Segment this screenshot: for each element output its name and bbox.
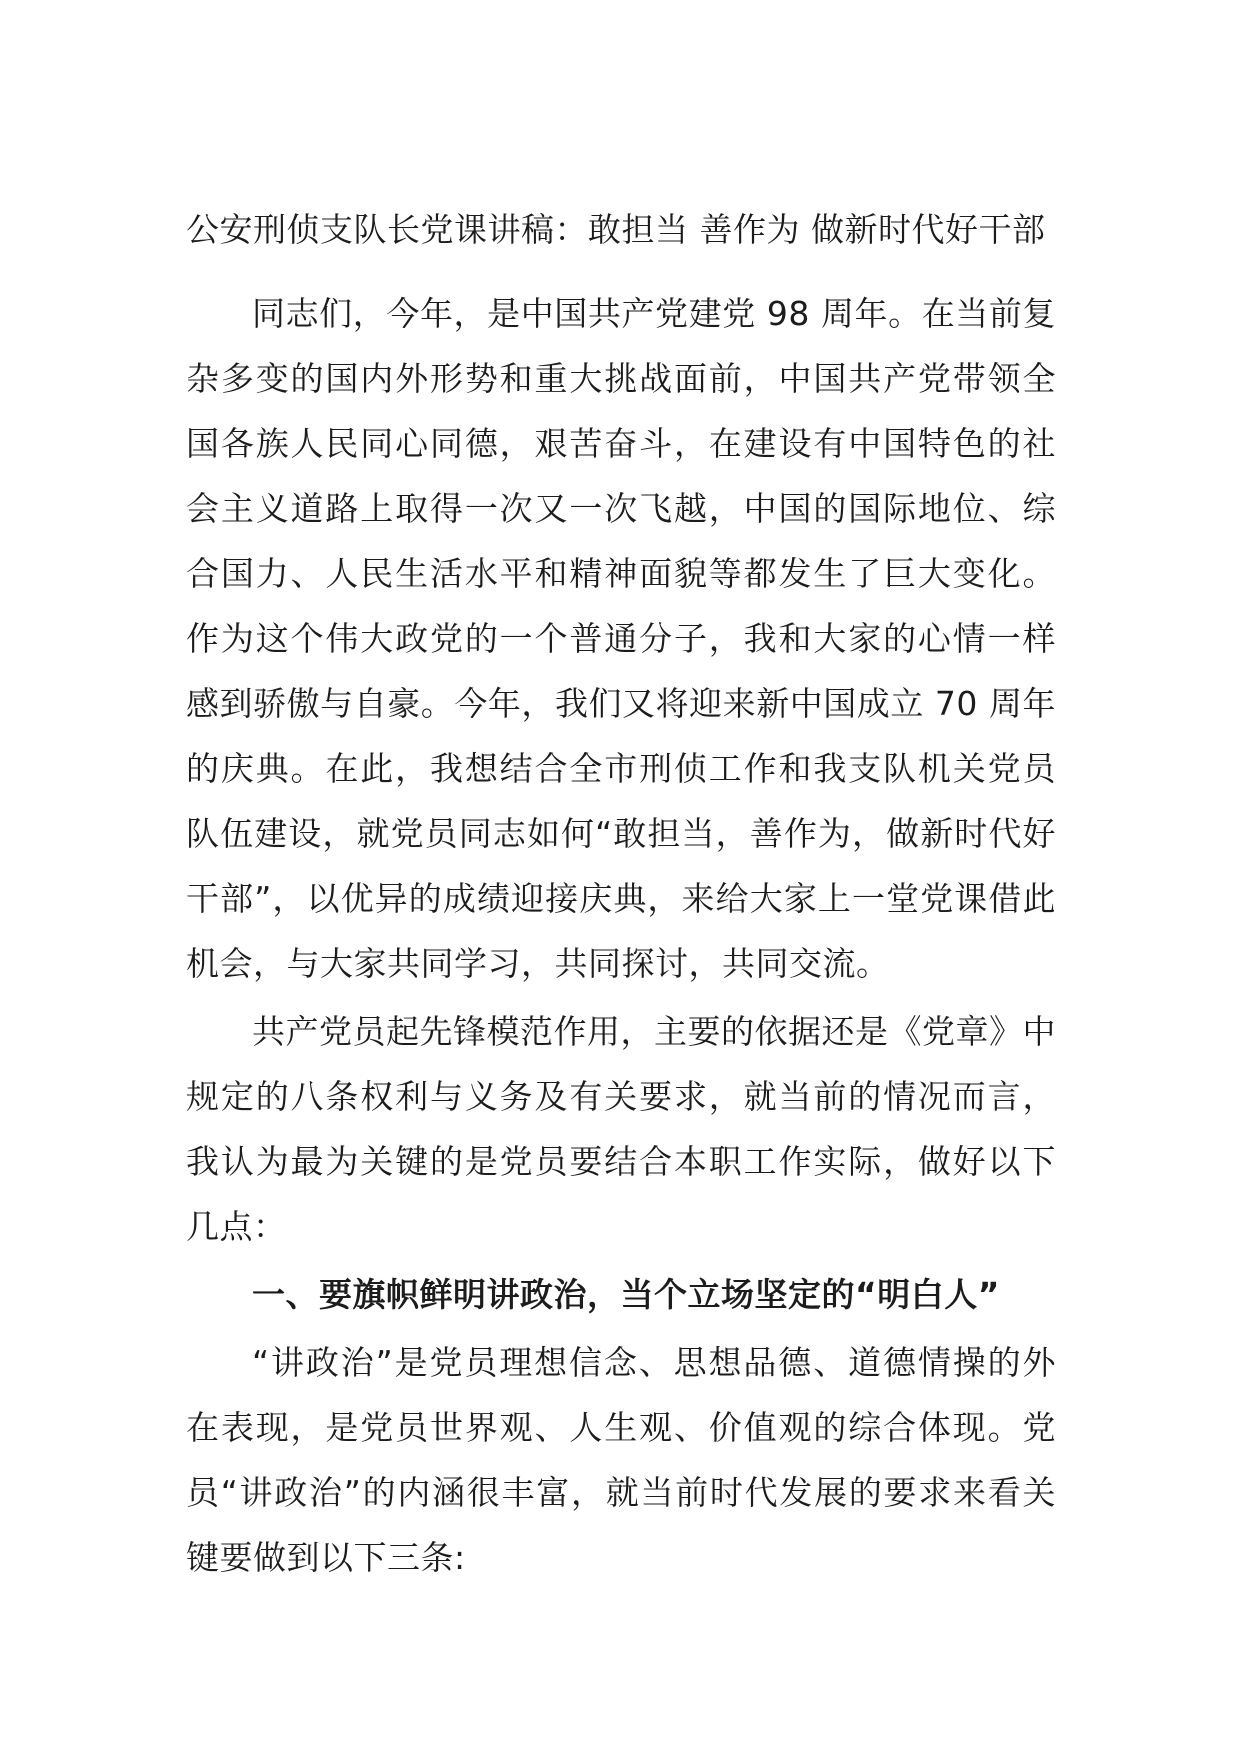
section-heading: 一、要旗帜鲜明讲政治，当个立场坚定的“明白人” xyxy=(252,1275,1000,1314)
section-paragraph: “讲政治”是党员理想信念、思想品德、道德情操的外在表现，是党员世界观、人生观、价值观的综合体现。党员“讲政治”的内涵很丰富，就当前时代发展的要求来看关键要做到以下三条: xyxy=(186,1343,1056,1577)
intro-paragraph: 同志们，今年，是中国共产党建党 98 周年。在当前复杂多变的国内外形势和重大挑战面前，中国共产党带领全国各族人民同心同德，艰苦奋斗，在建设有中国特色的社会主义道路上取得一次又一次飞越，中国的国际地位、综合国力、人民生活水平和精神面貌等都发生了巨大变化。作为这个伟大政党的一个普通分子，我和大家的心情一样感到骄傲与自豪。今年，我们又将迎来新中国成立 70 周年的庆典。在此，我想结合全市刑侦工作和我支队机关党员队伍建设，就党员同志如何“敢担当，善作为，做新时代好干部”，以优异的成绩迎接庆典，来给大家上一堂党课借此机会，与大家共同学习，共同探讨，共同交流。 xyxy=(186,294,1056,983)
document-title: 公安刑侦支队长党课讲稿：敢担当 善作为 做新时代好干部 xyxy=(186,210,1046,249)
document-body xyxy=(186,281,1056,1593)
basis-paragraph: 共产党员起先锋模范作用，主要的依据还是《党章》中规定的八条权利与义务及有关要求，就当前的情况而言，我认为最为关键的是党员要结合本职工作实际，做好以下几点： xyxy=(186,1012,1056,1246)
